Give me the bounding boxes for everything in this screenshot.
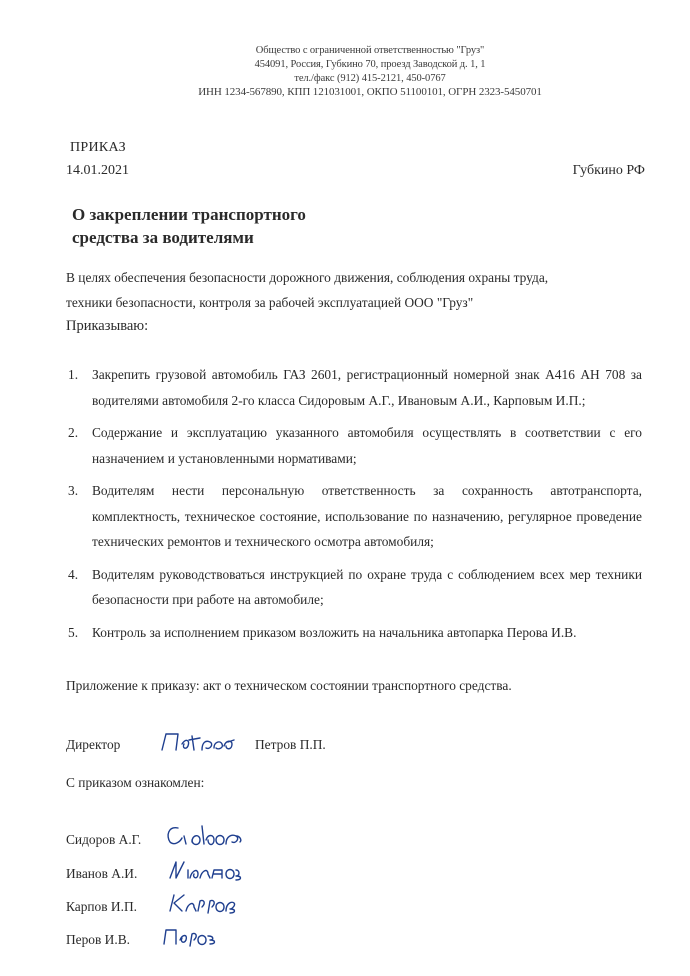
signer-name-perov: Перов И.В. [66,932,130,947]
company-name: Общество с ограниченной ответственностью "Груз" [255,45,485,56]
order-date: 14.01.2021 [66,163,129,178]
signature-perov [160,922,220,950]
order-label: ПРИКАЗ [70,140,126,155]
signer-name-karpov: Карпов И.П. [66,899,137,914]
list-item [66,562,642,613]
appendix-note: Приложение к приказу: акт о техническом состоянии транспортного средства. [66,678,512,693]
title-line-1: О закреплении транспортного [72,205,306,224]
item-number: 3. [68,483,79,498]
list-item [66,362,642,413]
item-text: Водителям руководствоваться инструкцией по охране труда с соблюдением всех мер техники безопасности при работе на автомобиле; [92,566,642,607]
signer-name-sidorov: Сидоров А.Г. [66,832,142,847]
acknowledged-label: С приказом ознакомлен: [66,775,205,790]
director-signature [158,728,238,756]
company-address: 454091, Россия, Губкино 70, проезд Заводской д. 1, 1 [254,59,486,70]
document-title [72,203,432,249]
list-item [66,420,642,471]
company-phone: тел./факс (912) 415-2121, 450-0767 [294,73,446,84]
director-name: Петров П.П. [255,737,326,752]
item-text: Контроль за исполнением приказом возложить на начальника автопарка Перова И.В. [92,624,577,640]
title-line-2: средства за водителями [72,228,254,247]
order-city: Губкино РФ [572,163,645,178]
signature-ivanov [166,856,242,884]
signer-name-ivanov: Иванов А.И. [66,866,138,881]
list-item [66,478,642,555]
preamble-line-1: В целях обеспечения безопасности дорожного движения, соблюдения охраны труда, [66,270,549,285]
order-items-list [66,362,642,652]
item-text: Водителям нести персональную ответственность за сохранность автотранспорта, комплектность, техническое состояние, использование по назначению, регулярное проведение технических ремонтов и технического осмотра автомобиля; [92,483,642,549]
item-text: Закрепить грузовой автомобиль ГАЗ 2601, регистрационный номерной знак А416 АН 708 за водителями автомобиля 2-го класса Сидоровым А.Г., Ивановым А.И., Карповым И.П.; [92,367,642,408]
item-number: 1. [68,367,79,382]
order-word: Приказываю: [66,318,149,334]
item-number: 5. [68,624,79,640]
company-requisites: ИНН 1234-567890, КПП 121031001, ОКПО 51100101, ОГРН 2323-5450701 [198,86,542,98]
preamble-line-2: техники безопасности, контроля за рабочей эксплуатацией ООО "Груз" [66,295,474,310]
item-text: Содержание и эксплуатацию указанного автомобиля осуществлять в соответствии с его назначением и установленными нормативами; [92,425,642,466]
list-item [66,620,642,646]
preamble [66,265,641,315]
item-number: 4. [68,566,79,582]
signature-sidorov [162,822,246,850]
item-number: 2. [68,425,79,440]
signature-karpov [166,889,238,917]
director-label: Директор [66,737,121,752]
